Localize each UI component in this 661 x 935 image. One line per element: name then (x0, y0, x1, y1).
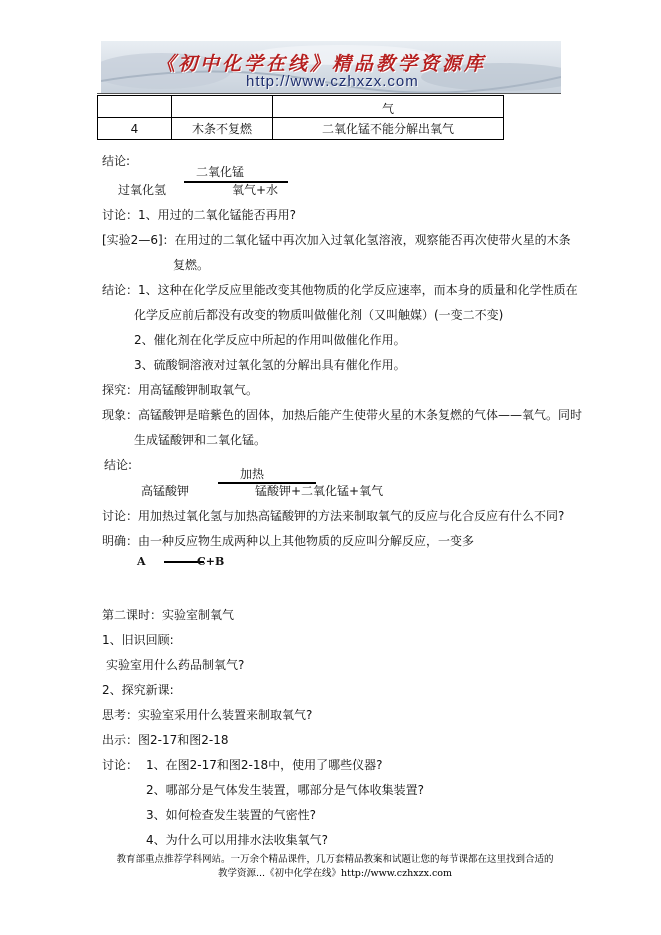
lesson2-question-3: 3、如何检查发生装置的气密性? (146, 808, 317, 822)
table-cell-phenomenon: 木条不复燃 (172, 118, 273, 140)
conclusion1-products: 氧气+水 (232, 183, 279, 197)
table-row (98, 118, 504, 140)
lesson2-title: 第二课时：实验室制氧气 (102, 608, 235, 622)
page-footer (95, 853, 575, 881)
lesson2-new-heading: 2、探究新课: (102, 683, 174, 697)
header-banner (101, 41, 561, 93)
conclusion3-condition: 加热 (240, 467, 265, 481)
lesson2-question-4: 4、为什么可以用排水法收集氧气? (146, 833, 329, 847)
phenomenon-line1: 现象：高锰酸钾是暗紫色的固体，加热后能产生使带火星的木条复燃的气体——氧气。同时 (102, 408, 583, 422)
discussion1: 讨论：1、用过的二氧化锰能否再用? (102, 208, 297, 222)
lesson2-review-question: 实验室用什么药品制氧气? (106, 658, 245, 672)
footer-line2: 教学资源...《初中化学在线》http://www.czhxzx.com (217, 868, 453, 879)
lesson2-review-heading: 1、旧识回顾: (102, 633, 174, 647)
conclusion1-label: 结论: (102, 154, 131, 168)
conclusion2-line3: 2、催化剂在化学反应中所起的作用叫做催化作用。 (134, 333, 406, 347)
formula-products: C+B (197, 555, 225, 568)
lesson2-show: 出示：图2-17和图2-18 (102, 733, 229, 747)
experiment-results-table (97, 95, 504, 140)
phenomenon-line2: 生成锰酸钾和二氧化锰。 (134, 433, 267, 447)
explore: 探究：用高锰酸钾制取氧气。 (102, 383, 259, 397)
table-cell-phenomenon (172, 96, 273, 118)
experiment-line1: [实验2—6]：在用过的二氧化锰中再次加入过氧化氢溶液，观察能否再次使带火星的木条 (102, 233, 571, 247)
formula-a: A (137, 555, 146, 568)
conclusion1-catalyst: 二氧化锰 (196, 165, 245, 179)
table-cell-number: 4 (98, 118, 172, 140)
discussion2: 讨论：用加热过氧化氢与加热高锰酸钾的方法来制取氧气的反应与化合反应有什么不同? (102, 509, 565, 523)
lesson2-question-1: 1、在图2-17和图2-18中，使用了哪些仪器? (146, 758, 383, 772)
table-row (98, 96, 504, 118)
conclusion2-line1: 结论：1、这种在化学反应里能改变其他物质的化学反应速率，而本身的质量和化学性质在 (102, 283, 578, 297)
conclusion3-reactant: 高锰酸钾 (141, 484, 190, 498)
banner-title: 《初中化学在线》精品教学资源库 (156, 53, 487, 75)
clarify: 明确：由一种反应物生成两种以上其他物质的反应叫分解反应，一变多 (102, 534, 475, 548)
table-cell-explanation: 气 (273, 96, 504, 118)
banner-url: http://www.czhxzx.com (246, 73, 419, 90)
conclusion1-reactant: 过氧化氢 (118, 183, 167, 197)
table-cell-explanation: 二氧化锰不能分解出氧气 (273, 118, 504, 140)
banner-underline (97, 93, 561, 94)
lesson2-discussion-label: 讨论： (102, 758, 139, 772)
lesson2-think: 思考：实验室采用什么装置来制取氧气? (102, 708, 313, 722)
table-cell-number (98, 96, 172, 118)
conclusion3-products: 锰酸钾+二氧化锰+氧气 (255, 484, 384, 498)
conclusion3-label: 结论: (104, 458, 133, 472)
conclusion2-line2: 化学反应前后都没有改变的物质叫做催化剂（又叫触媒）(一变二不变) (134, 308, 504, 322)
experiment-line2: 复燃。 (173, 258, 210, 272)
lesson2-question-2: 2、哪部分是气体发生装置，哪部分是气体收集装置? (146, 783, 425, 797)
footer-line1: 教育部重点推荐学科网站。一万余个精品课件，几万套精品教案和试题让您的每节课都在这里找到合适的 (116, 854, 554, 865)
conclusion2-line4: 3、硫酸铜溶液对过氧化氢的分解出具有催化作用。 (134, 358, 406, 372)
